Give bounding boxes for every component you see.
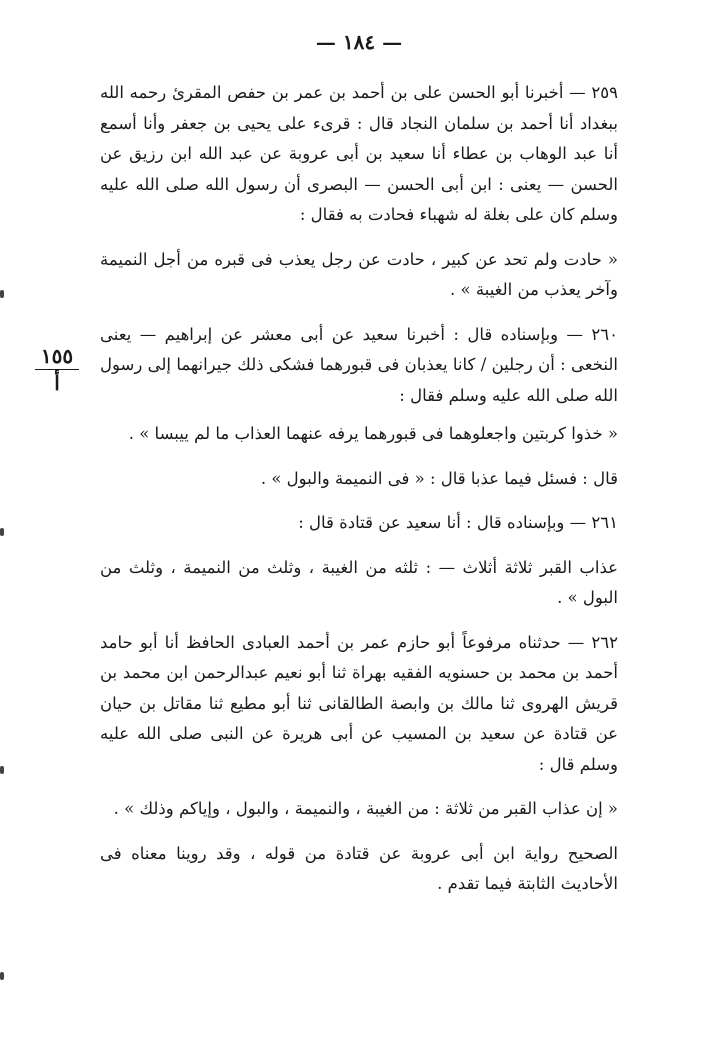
hadith-261-isnad: ٢٦١ — وبإسناده قال : أنا سعيد عن قتادة قال : [298, 513, 618, 532]
hadith-259-isnad: ٢٥٩ — أخبرنا أبو الحسن على بن أحمد بن عمر بن حفص المقرئ رحمه الله ببغداد أنا أحمد بن سلمان النجاد قال : قرىء على يحيى بن جعفر وأنا أسمع أنا عبد الوهاب بن عطاء أنا سعيد بن أبى عروبة عن عبد الله ابن رزيق عن الحسن — يعنى : ابن أبى الحسن — البصرى أن رسول الله صلى الله عليه وسلم كان على بغلة له شهباء فحادت به فقال : [100, 83, 618, 224]
hadith-262-matn: « إن عذاب القبر من ثلاثة : من الغيبة ، والنميمة ، والبول ، وإياكم وذلك » . [113, 799, 618, 818]
hadith-259-matn: « حادت ولم تحد عن كبير ، حادت عن رجل يعذب فى قبره من أجل النميمة وآخر يعذب من الغيبة » . [100, 249, 618, 299]
hadith-260-isnad: ٢٦٠ — وبإسناده قال : أخبرنا سعيد عن أبى معشر عن إبراهيم — يعنى النخعى : أن رجلين / كانا يعذبان فى قبورهما فشكى ذلك جيرانهما إلى رسول الله صلى الله عليه وسلم فقال : [100, 324, 618, 405]
folio-number: ١٥٥ [40, 344, 74, 368]
page-number: — ١٨٤ — [315, 30, 403, 54]
scan-edge-mark [0, 766, 4, 774]
page-body [100, 78, 618, 914]
scan-edge-mark [0, 972, 4, 980]
folio-rule [35, 369, 79, 370]
hadith-262-isnad: ٢٦٢ — حدثناه مرفوعاً أبو حازم عمر بن أحمد العبادى الحافظ أنا أبو حامد أحمد بن محمد بن حسنويه الفقيه بهراة ثنا أبو نعيم عبدالرحمن ابن محمد بن قريش الهروى ثنا مالك بن وابصة الطالقانى ثنا أبو مطيع ثنا مقاتل بن حيان عن قتادة عن سعيد بن المسيب عن أبى هريرة عن النبى صلى الله عليه وسلم قال : [100, 632, 618, 774]
hadith-260-question: قال : فسئل فيما عذبا قال : « فى النميمة والبول » . [260, 468, 618, 488]
manuscript-folio-note [34, 345, 80, 394]
scan-edge-mark [0, 290, 4, 298]
author-comment: الصحيح رواية ابن أبى عروبة عن قتادة من قوله ، وقد روينا معناه فى الأحاديث الثابتة فيما تقدم . [100, 843, 618, 893]
scan-edge-mark [0, 528, 4, 536]
hadith-261-matn: عذاب القبر ثلاثة أثلاث — : ثلثه من الغيبة ، وثلث من النميمة ، وثلث من البول » . [100, 557, 618, 607]
hadith-260-matn: « خذوا كربتين واجعلوهما فى قبورهما يرفه عنهما العذاب ما لم ييبسا » . [128, 424, 618, 443]
folio-side: أ [54, 371, 60, 395]
